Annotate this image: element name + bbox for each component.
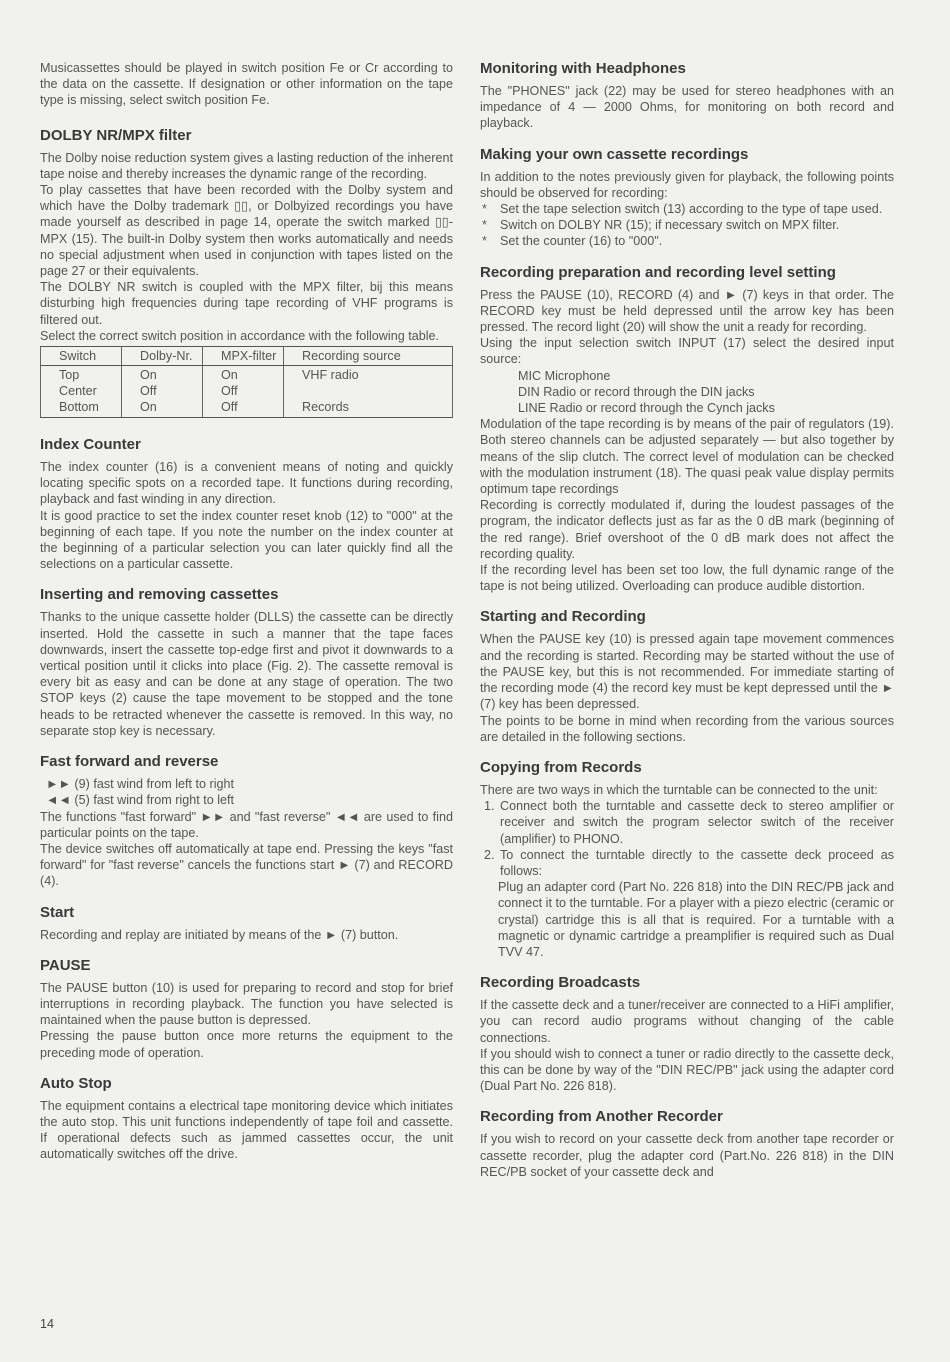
table-cell: On <box>221 368 238 383</box>
broadcasts-paragraph-2: If you should wish to connect a tuner or radio directly to the cassette deck, this can be done by way of the "DIN REC/PB" jack using the adapter cord (Dual Part No. 226 818). <box>480 1046 894 1094</box>
inserting-heading: Inserting and removing cassettes <box>40 586 279 604</box>
start-heading: Start <box>40 903 75 921</box>
prep-paragraph-3: Modulation of the tape recording is by means of the pair of regulators (19). Both stereo channels can be adjusted separately — but also together by means of the slip clutch. The correct level of modulation can be checked with the modulation instrument (18). The quasi peak value display permits optimum tape recordings <box>480 417 894 497</box>
dolby-paragraph-1: The Dolby noise reduction system gives a lasting reduction of the inherent tape noise and thereby increases the dynamic range of the recording. <box>40 150 453 181</box>
table-cell-source <box>284 366 453 418</box>
table-cell: VHF radio <box>302 368 359 383</box>
autostop-paragraph: The equipment contains a electrical tape monitoring device which initiates the auto stop. This unit functions independently of tape foil and cassette. If operational defects such as jammed cassettes occur, the unit automatically switches off the drive. <box>40 1098 453 1162</box>
fast-paragraph-2: The device switches off automatically at tape end. Pressing the keys "fast forward" for "fast reverse" cancels the functions start ► (7) and RECORD (4). <box>40 841 453 889</box>
table-header-switch: Switch <box>41 347 122 366</box>
prep-heading: Recording preparation and recording level setting <box>480 263 836 281</box>
table-cell: On <box>140 368 157 383</box>
fast-forward-line: ►► (9) fast wind from left to right <box>46 777 235 792</box>
index-paragraph-1: The index counter (16) is a convenient means of noting and quickly locating specific spots on a recorded tape. It functions during recording, playback and fast winding in any direction. <box>40 460 453 507</box>
making-bullet-list <box>480 201 894 250</box>
table-cell <box>302 383 452 399</box>
dolby-heading: DOLBY NR/MPX filter <box>40 126 192 144</box>
starting-heading: Starting and Recording <box>480 608 646 626</box>
list-item: LINE Radio or record through the Cynch jacks <box>518 401 775 416</box>
monitoring-heading: Monitoring with Headphones <box>480 60 686 77</box>
copying-paragraph-1: There are two ways in which the turntable can be connected to the unit: <box>480 782 878 797</box>
right-column <box>480 60 894 1180</box>
list-item: * Set the tape selection switch (13) according to the type of tape used. <box>500 201 894 217</box>
dolby-paragraph-3: The DOLBY NR switch is coupled with the MPX filter, bij this means disturbing high frequencies during tape recording of VHF programs is filtered out. <box>40 280 453 327</box>
list-item: DIN Radio or record through the DIN jacks <box>518 384 755 399</box>
inserting-paragraph: Thanks to the unique cassette holder (DLLS) the cassette can be directly inserted. Hold the cassette in such a manner that the tape faces downwards, insert the cassette top-edge first and pivot it downwards to a vertical position until it clicks into place (Fig. 2). The cassette removal is every bit as easy and can be done at any stage of operation. The two STOP keys (2) cause the tape movement to be stopped and the tone heads to be retracted whenever the cassette is removed. In this way, no separate stop key is necessary. <box>40 610 453 738</box>
left-column <box>40 60 453 1163</box>
list-item: 2. To connect the turntable directly to the cassette deck proceed as follows: <box>498 847 894 879</box>
table-cell: Records <box>302 400 349 415</box>
switch-table-body <box>41 366 453 418</box>
starting-paragraph-1: When the PAUSE key (10) is pressed again tape movement commences and the recording is started. Recording may be started without the use of the PAUSE key, but this is not recommended. For immediate starting of the recording mode (4) the record key must be kept depressed until the ► (7) key has been depressed. <box>480 632 894 712</box>
prep-paragraph-2: Using the input selection switch INPUT (17) select the desired input source: <box>480 336 894 367</box>
index-heading: Index Counter <box>40 436 141 454</box>
fast-heading: Fast forward and reverse <box>40 753 219 771</box>
prep-paragraph-5: If the recording level has been set too low, the full dynamic range of the tape is not being utilized. Overloading can produce audible distortion. <box>480 563 894 594</box>
table-cell-switch <box>41 366 122 418</box>
table-cell: Off <box>221 384 238 399</box>
table-cell: Center <box>59 384 97 399</box>
broadcasts-heading: Recording Broadcasts <box>480 974 641 992</box>
pause-paragraph-1: The PAUSE button (10) is used for preparing to record and stop for brief interruptions in recording playback. The function you have selected is maintained when the pause button is depressed. <box>40 980 453 1028</box>
fast-paragraph-1: The functions "fast forward" ►► and "fast reverse" ◄◄ are used to find particular points on the tape. <box>40 809 453 840</box>
another-paragraph: If you wish to record on your cassette deck from another tape recorder or cassette recorder, plug the adapter cord (Part.No. 226 818) in the DIN REC/PB socket of your cassette deck and <box>480 1132 894 1179</box>
table-cell-mpx <box>203 366 284 418</box>
list-item: * Set the counter (16) to "000". <box>500 233 894 249</box>
copying-numbered-list <box>480 798 894 879</box>
table-cell: Off <box>140 384 157 399</box>
table-header-dolby: Dolby-Nr. <box>122 347 203 366</box>
monitoring-paragraph: The "PHONES" jack (22) may be used for stereo headphones with an impedance of 4 — 2000 Ohms, for monitoring on both record and playback. <box>480 84 894 131</box>
list-item: * Switch on DOLBY NR (15); if necessary switch on MPX filter. <box>500 217 894 233</box>
autostop-heading: Auto Stop <box>40 1074 112 1092</box>
table-cell-dolby <box>122 366 203 418</box>
pause-paragraph-2: Pressing the pause button once more returns the equipment to the preceding mode of operation. <box>40 1029 453 1060</box>
start-paragraph: Recording and replay are initiated by means of the ► (7) button. <box>40 927 399 942</box>
dolby-paragraph-2: To play cassettes that have been recorded with the Dolby system and which have the Dolby trademark ▯▯, or Dolbyized recordings you have made yourself as described in page 14, operate the switch marked ▯▯-MPX (15). The built-in Dolby system then works automatically and needs no special adjustment when used in conjunction with tapes listed on the page 27 or their equivalents. <box>40 183 453 279</box>
table-cell: Off <box>221 400 238 415</box>
making-paragraph: In addition to the notes previously given for playback, the following points should be observed for recording: <box>480 169 894 200</box>
list-item: 1. Connect both the turntable and cassette deck to stereo amplifier or receiver and switch the program selector switch of the receiver (amplifier) to PHONO. <box>498 798 894 847</box>
table-cell: Bottom <box>59 400 99 415</box>
prep-paragraph-1: Press the PAUSE (10), RECORD (4) and ► (7) keys in that order. The RECORD key must be held depressed until the arrow key has been pressed. The record light (20) will show the unit a ready for recording. <box>480 287 894 335</box>
table-header-source: Recording source <box>284 347 453 366</box>
input-source-list <box>480 368 894 417</box>
switch-table <box>40 346 453 418</box>
copying-heading: Copying from Records <box>480 758 642 776</box>
list-item: MIC Microphone <box>518 368 611 383</box>
making-heading: Making your own cassette recordings <box>480 145 749 163</box>
broadcasts-paragraph-1: If the cassette deck and a tuner/receiver are connected to a HiFi amplifier, you can record audio programs without changing of the cable connections. <box>480 998 894 1045</box>
table-cell: On <box>140 400 157 415</box>
intro-paragraph: Musicassettes should be played in switch position Fe or Cr according to the data on the cassette. If designation or other information on the tape type is missing, select switch position Fe. <box>40 61 453 108</box>
table-cell: Top <box>59 368 80 383</box>
pause-heading: PAUSE <box>40 956 91 974</box>
dolby-paragraph-4: Select the correct switch position in accordance with the following table. <box>40 328 440 343</box>
copying-paragraph-2: Plug an adapter cord (Part No. 226 818) into the DIN REC/PB jack and connect it to the turntable. For a player with a piezo electric (ceramic or crystal) cartridge this is all that is required. For a turntable with a magnetic or dynamic cartridge a preamplifier is required such as Dual TVV 47. <box>498 880 894 959</box>
table-header-mpx: MPX-filter <box>203 347 284 366</box>
switch-table-header <box>41 347 453 366</box>
another-heading: Recording from Another Recorder <box>480 1108 723 1126</box>
index-paragraph-2: It is good practice to set the index counter reset knob (12) to "000" at the beginning of each tape. If you note the number on the index counter at the beginning of a particular selection you can later quickly find all the selections on a particular cassette. <box>40 508 453 572</box>
fast-reverse-line: ◄◄ (5) fast wind from right to left <box>46 793 235 808</box>
starting-paragraph-2: The points to be borne in mind when recording from the various sources are detailed in the following sections. <box>480 713 894 744</box>
page-number: 14 <box>40 1317 55 1331</box>
prep-paragraph-4: Recording is correctly modulated if, during the loudest passages of the program, the indicator deflects just as far as the 0 dB mark (beginning of the red range). Brief overshoot of the 0 dB mark does not affect the recording quality. <box>480 498 894 561</box>
